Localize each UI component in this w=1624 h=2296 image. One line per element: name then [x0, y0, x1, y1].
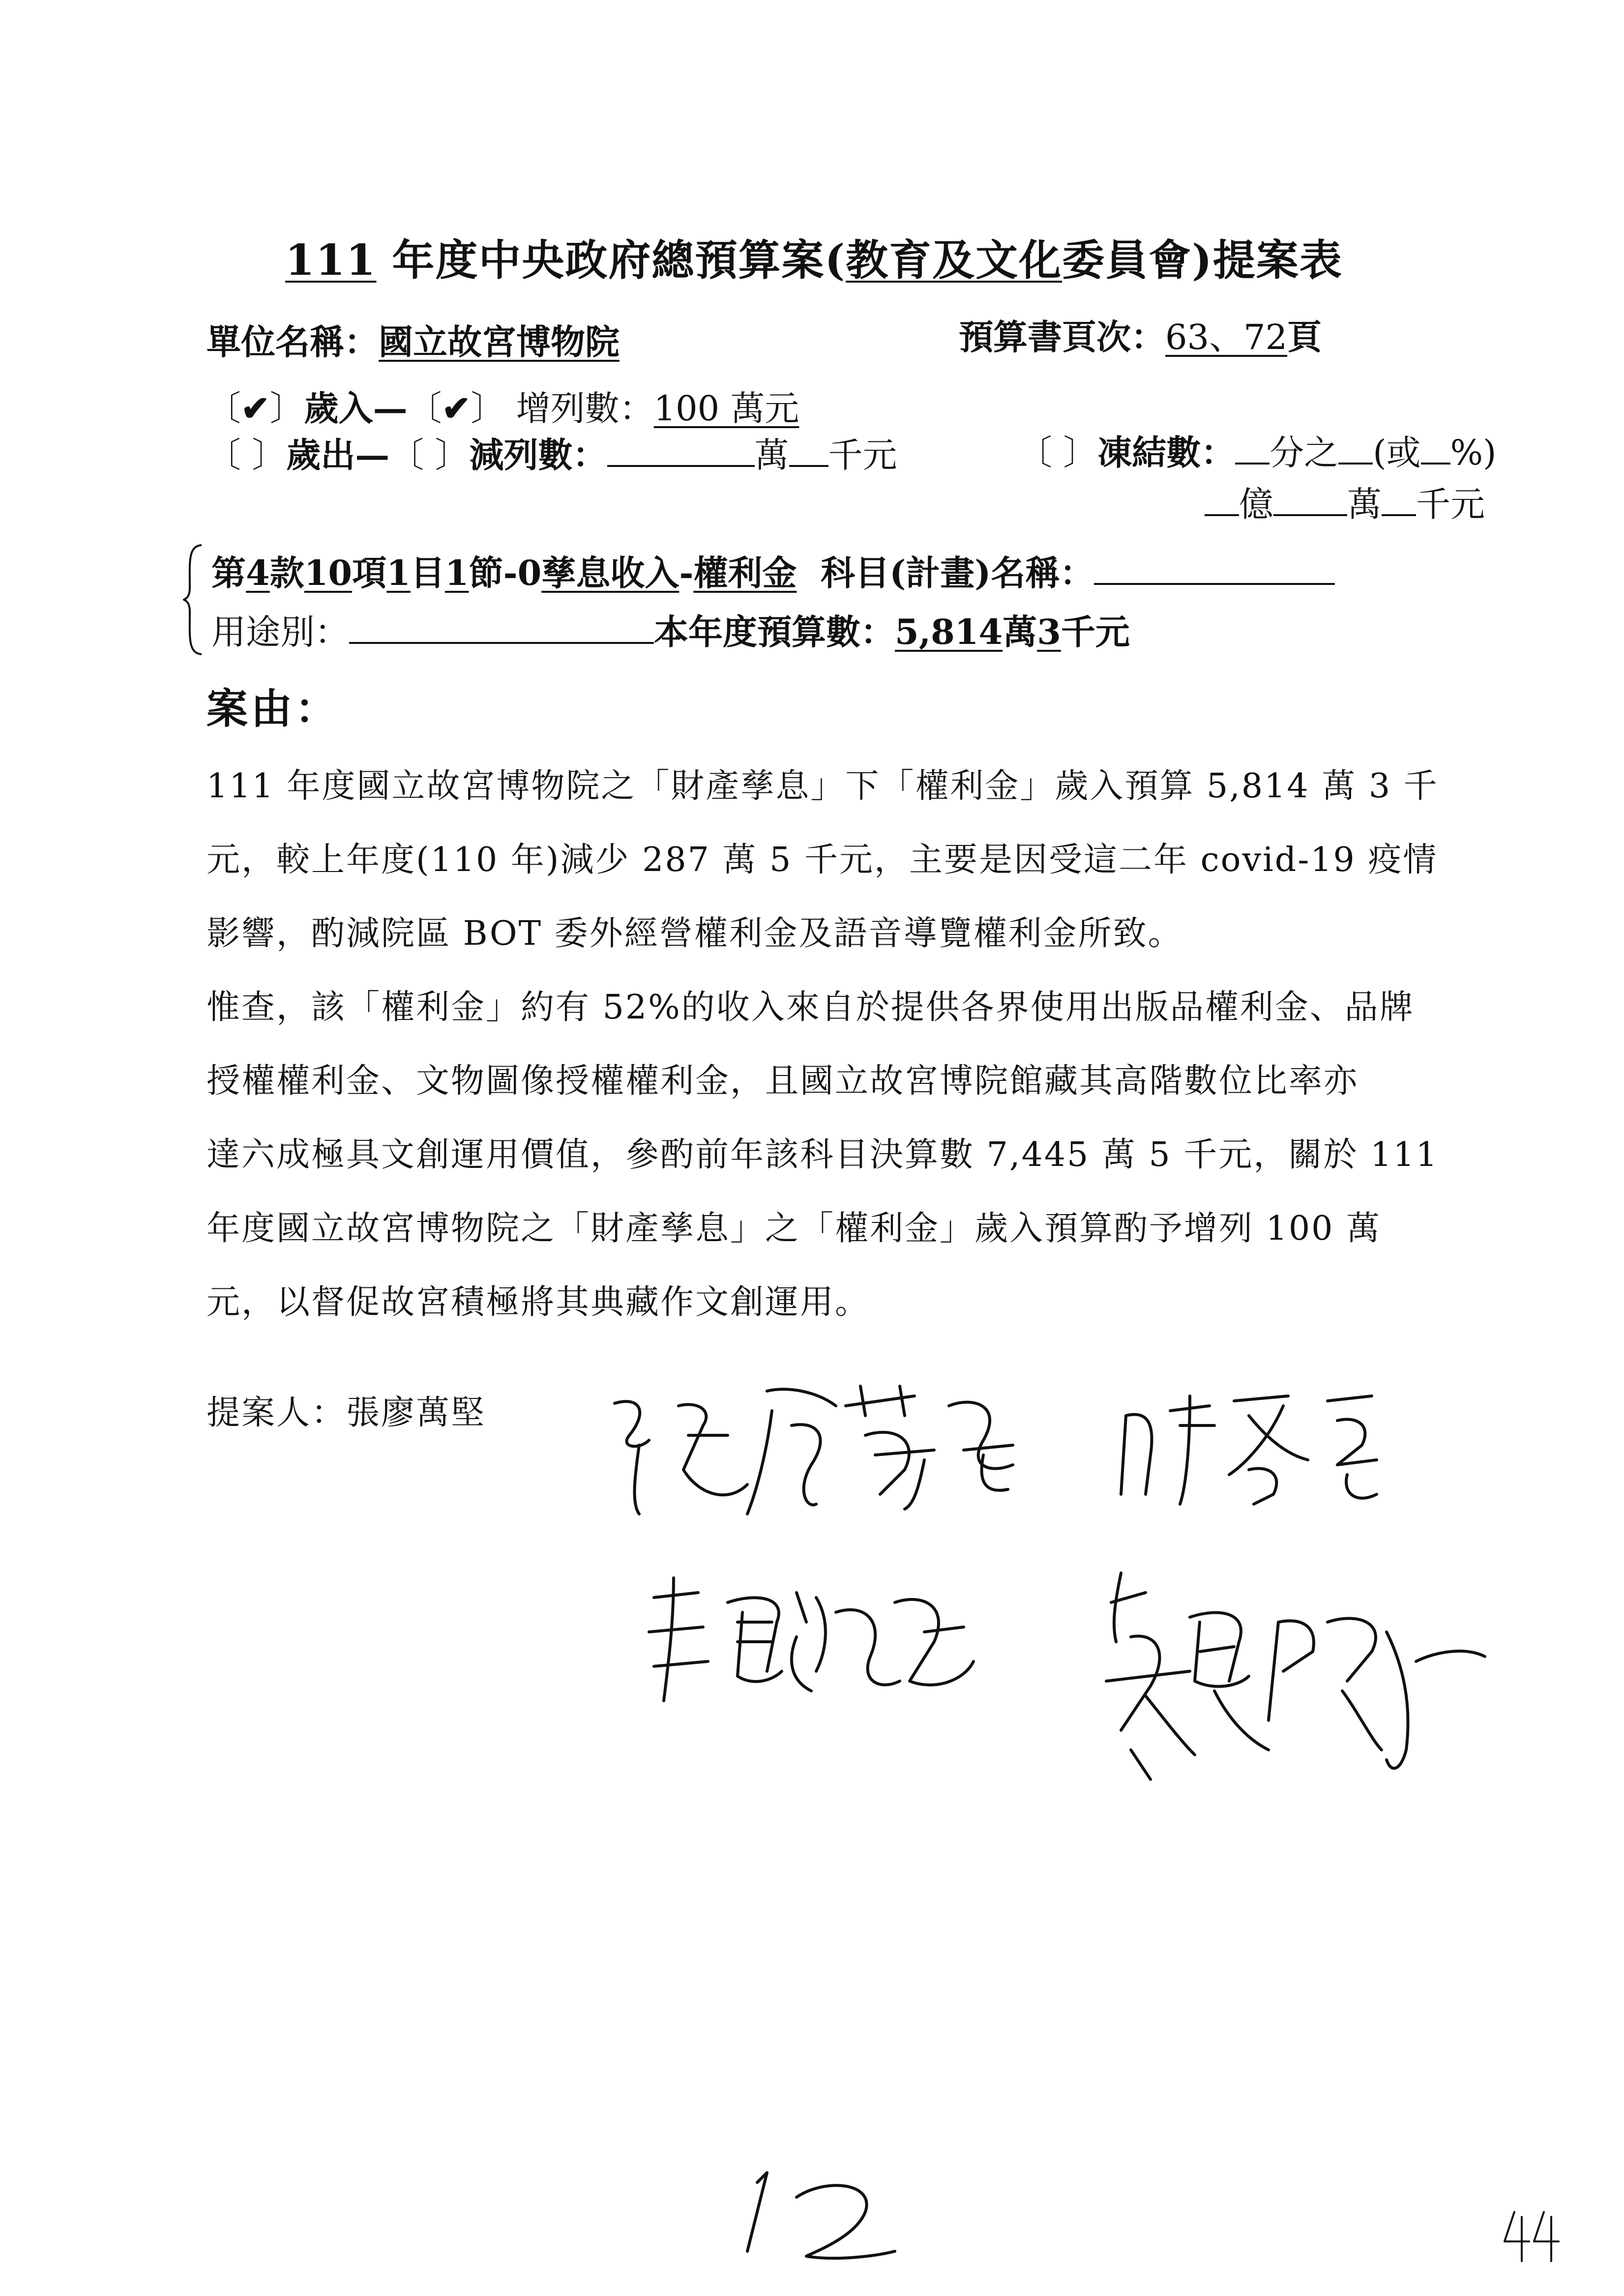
freeze-pct: %)	[1450, 433, 1497, 473]
freeze-label: 凍結數：	[1097, 432, 1236, 473]
freeze-wan: 萬	[1347, 484, 1382, 524]
revenue-label: 歲入—	[304, 388, 408, 429]
bracket-close: 〕	[269, 388, 304, 429]
subject-name-label: 科目(計畫)名稱：	[821, 552, 1094, 593]
title-year: 111	[285, 235, 377, 285]
freeze-qian: 千元	[1416, 484, 1485, 524]
reason-p2-line3: 達六成極具文創運用價值，參酌前年該科目決算數 7,445 萬 5 千元，關於 111	[207, 1135, 1439, 1174]
subject-mu: 目	[410, 552, 445, 593]
subject-item: 權利金	[693, 552, 797, 593]
budget-amount: 5,814	[895, 611, 1003, 652]
signature-1	[615, 1386, 1013, 1514]
page-ref-label: 預算書頁次：	[959, 317, 1165, 357]
reason-p2-line4: 年度國立故宮博物院之「財產孳息」之「權利金」歲入預算酌予增列 100 萬	[207, 1209, 1382, 1248]
subject-di: 第	[211, 552, 246, 593]
title-part2: 委員會)提案表	[1062, 235, 1343, 285]
decrease-label: 減列數：	[469, 435, 607, 475]
freeze-yi: 億	[1239, 484, 1273, 524]
freeze-box: 〔 〕	[1018, 433, 1098, 473]
usage-label: 用途別：	[211, 612, 349, 652]
mu-number: 1	[386, 552, 411, 593]
unit-label: 單位名稱：	[207, 321, 379, 362]
revenue-checkmark: ✔	[241, 388, 270, 429]
subject-xiang: 項	[352, 552, 387, 593]
bracket-open: 〔	[207, 388, 241, 429]
page-ref-value: 63、72	[1165, 317, 1288, 357]
handwritten-number-12	[747, 2173, 895, 2258]
decrease-qian: 千元	[828, 435, 897, 475]
subject-category: 孳息收入	[541, 552, 679, 593]
reason-heading: 案由：	[207, 684, 340, 733]
subject-dash: -	[679, 552, 694, 593]
bracket-open: 〔	[407, 388, 442, 429]
proposer-label: 提案人：	[207, 1394, 347, 1432]
title-committee: 教育及文化	[846, 235, 1063, 285]
increase-value: 100 萬元	[653, 388, 799, 429]
reason-p1-line3: 影響，酌減院區 BOT 委外經營權利金及語音導覽權利金所致。	[207, 914, 1183, 953]
budget-thousand: 3	[1037, 611, 1061, 652]
subject-jie: 節-0	[469, 552, 542, 593]
freeze-fen: 分之	[1270, 433, 1339, 473]
proposer-name: 張廖萬堅	[346, 1394, 486, 1432]
signature-2	[1121, 1396, 1377, 1504]
jie-number: 1	[444, 552, 469, 593]
reason-p2-line5: 元，以督促故宮積極將其典藏作文創運用。	[207, 1283, 870, 1322]
expense-box: 〔 〕	[207, 435, 287, 475]
freeze-or: (或	[1373, 433, 1421, 473]
signature-3	[649, 1578, 974, 1701]
expense-label: 歲出—	[286, 435, 390, 475]
unit-value: 國立故宮博物院	[379, 321, 620, 362]
bracket-close: 〕	[471, 388, 505, 429]
signature-4	[1106, 1573, 1485, 1779]
page-number-44	[1505, 2212, 1559, 2261]
reason-p1-line2: 元，較上年度(110 年)減少 287 萬 5 千元，主要是因受這二年 covid-19 疫情	[207, 841, 1438, 879]
reason-p2-line1: 惟查，該「權利金」約有 52%的收入來自於提供各界使用出版品權利金、品牌	[207, 988, 1415, 1027]
budget-label: 本年度預算數：	[654, 611, 895, 652]
budget-qian: 千元	[1061, 611, 1130, 652]
increase-label: 增列數：	[516, 388, 654, 429]
decrease-wan: 萬	[754, 435, 789, 475]
reason-p2-line2: 授權權利金、文物圖像授權權利金，且國立故宮博院館藏其高階數位比率亦	[207, 1062, 1359, 1101]
kuan-number: 4	[246, 552, 270, 593]
reason-p1-line1: 111 年度國立故宮博物院之「財產孳息」下「權利金」歲入預算 5,814 萬 3 千	[207, 767, 1439, 806]
increase-checkmark: ✔	[442, 388, 471, 429]
page-ref-suffix: 頁	[1287, 317, 1322, 357]
budget-wan: 萬	[1003, 611, 1037, 652]
title-part1: 年度中央政府總預算案(	[376, 235, 846, 285]
xiang-number: 10	[304, 552, 353, 593]
subject-kuan: 款	[269, 552, 304, 593]
decrease-box: 〔 〕	[389, 435, 470, 475]
